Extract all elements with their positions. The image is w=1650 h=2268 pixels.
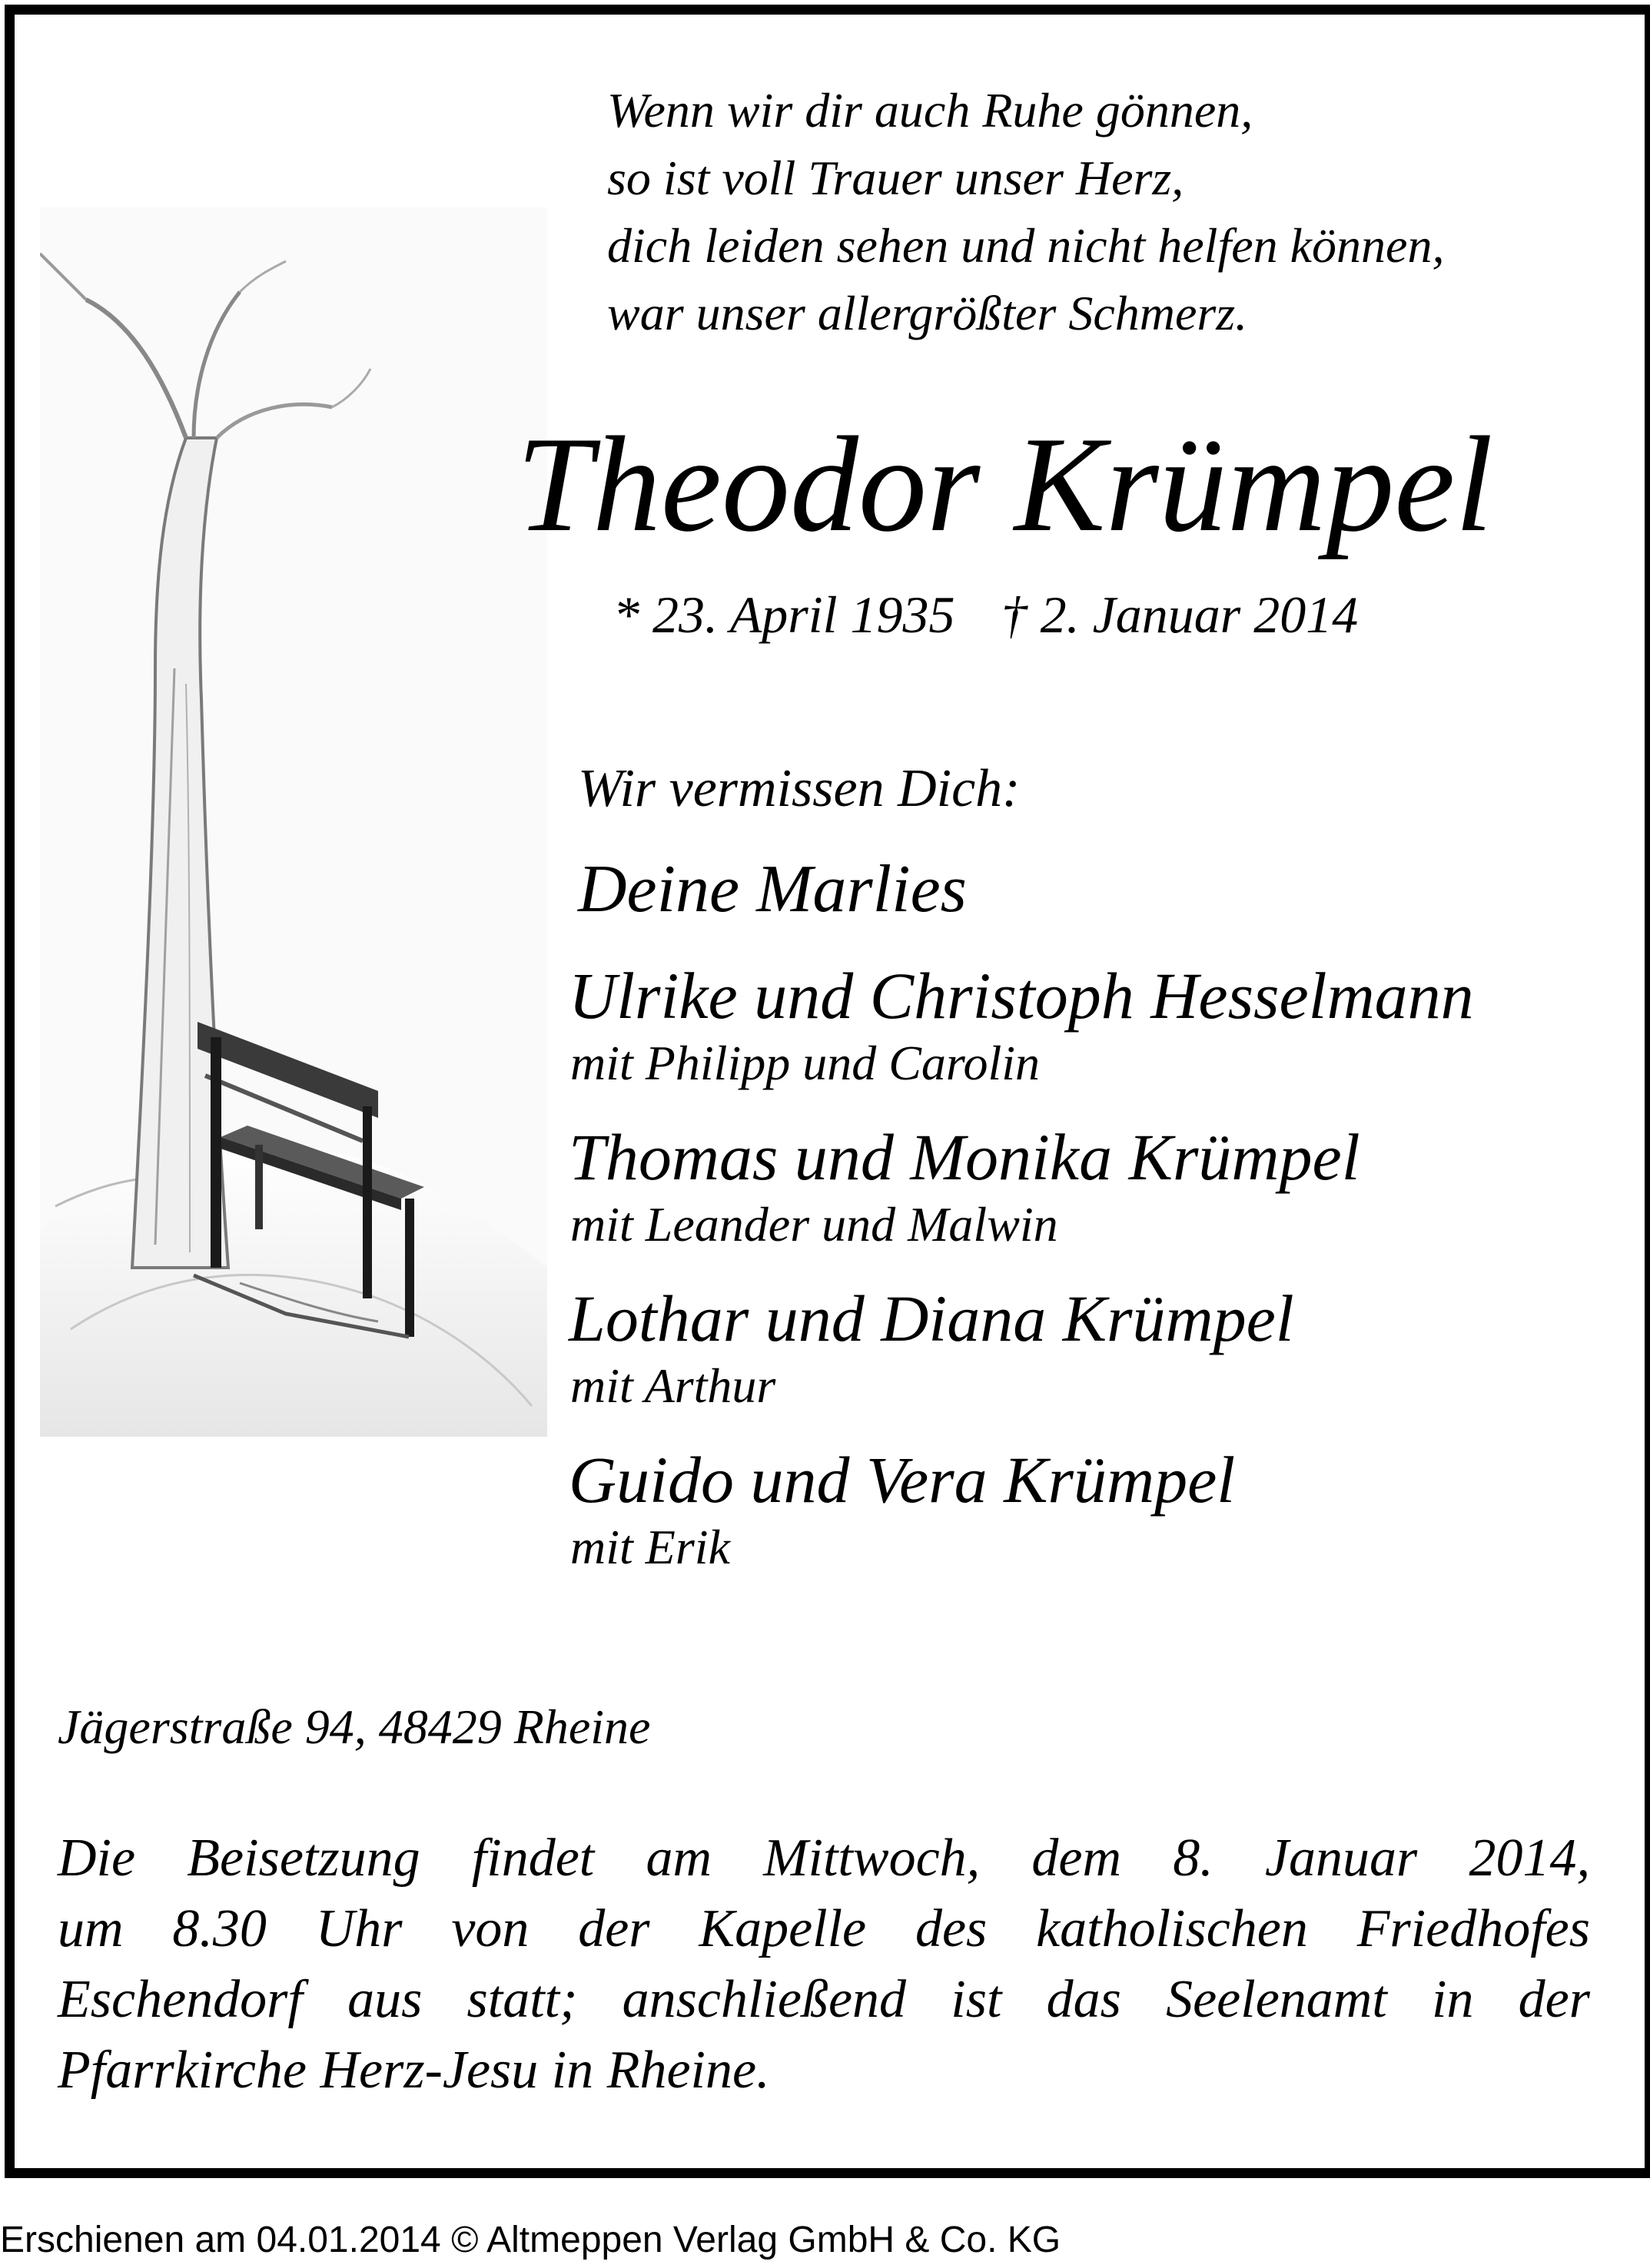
funeral-line: Eschendorf aus statt; anschließend ist das Seelenamt in der xyxy=(58,1970,1590,2029)
poem xyxy=(607,77,1444,347)
funeral-line: Die Beisetzung findet am Mittwoch, dem 8. Januar 2014, xyxy=(58,1829,1590,1888)
family-entry xyxy=(569,1279,1474,1414)
poem-line: dich leiden sehen und nicht helfen können, xyxy=(607,218,1445,273)
tree-and-bench-icon xyxy=(40,207,547,1437)
deceased-name: Theodor Krümpel xyxy=(516,408,1493,560)
family-names: Lothar und Diana Krümpel xyxy=(569,1282,1294,1355)
family-names: Guido und Vera Krümpel xyxy=(569,1443,1236,1517)
mourners-intro: Wir vermissen Dich: xyxy=(578,759,1021,818)
funeral-line: um 8.30 Uhr von der Kapelle des katholischen Friedhofes xyxy=(58,1899,1590,1958)
family-entry xyxy=(569,1441,1474,1576)
family-entry xyxy=(569,957,1474,1092)
funeral-line: Pfarrkirche Herz-Jesu in Rheine. xyxy=(58,2041,770,2100)
family-names: Thomas und Monika Krümpel xyxy=(569,1120,1360,1194)
birth-date: * 23. April 1935 xyxy=(613,585,955,644)
family-list xyxy=(569,957,1474,1602)
family-children: mit Erik xyxy=(570,1520,730,1574)
death-date: † 2. Januar 2014 xyxy=(1001,585,1359,644)
spouse-name: Deine Marlies xyxy=(578,852,967,927)
family-children: mit Leander und Malwin xyxy=(570,1197,1058,1252)
family-entry xyxy=(569,1118,1474,1253)
funeral-notice xyxy=(58,1823,1590,2106)
life-dates xyxy=(613,584,1358,645)
address: Jägerstraße 94, 48429 Rheine xyxy=(58,1699,651,1754)
family-children: mit Arthur xyxy=(570,1358,776,1413)
family-names: Ulrike und Christoph Hesselmann xyxy=(569,959,1474,1033)
family-children: mit Philipp und Carolin xyxy=(570,1036,1040,1090)
poem-line: Wenn wir dir auch Ruhe gönnen, xyxy=(607,83,1253,138)
poem-line: so ist voll Trauer unser Herz, xyxy=(607,151,1184,205)
poem-line: war unser allergrößter Schmerz. xyxy=(607,286,1248,340)
publication-footer: Erschienen am 04.01.2014 © Altmeppen Verlag GmbH & Co. KG xyxy=(0,2220,1061,2260)
